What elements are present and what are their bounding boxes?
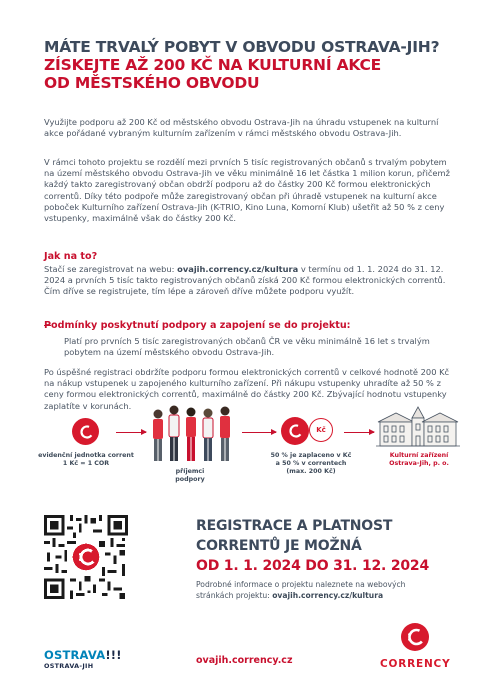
registration-info: [196, 580, 436, 601]
corrency-payment-icon: [281, 417, 309, 445]
people-group-icon: [148, 402, 236, 468]
footer-url-link[interactable]: ovajih.corrency.cz: [196, 655, 293, 666]
header-line-2-text: ZÍSKEJTE AŽ 200 KČ NA KULTURNÍ AKCE: [44, 56, 382, 74]
conditions-heading: [44, 320, 351, 332]
payment-caption-line-3: (max. 200 Kč): [286, 468, 336, 475]
qr-code-icon[interactable]: [44, 515, 128, 599]
intro-paragraph-2: V rámci tohoto projektu se rozdělí mezi prvních 5 tisíc registrovaných občanů s trvalým pobytem na území městského obvodu Ostrava-Jih ve věku minimálně 16 let částka 1 milion korun, přičemž každý takto zaregistrovaný občan obdrží podporu až do částky 200 Kč formou elektronických correntů. Díky této podpoře může zaregistrovaný občan při úhradě vstupenek na kulturní akce poboček Kulturního zařízení Ostrava-Jih (K-TRIO, Kino Luna, Komorní Klub) ušetřit až 50 % z ceny vstupenky, maximálně však do částky 200 Kč.: [44, 157, 450, 224]
payment-caption: [266, 452, 356, 476]
payment-caption-line-1: 50 % je zaplaceno v Kč: [270, 452, 352, 459]
corrency-coin-icon: [72, 418, 99, 445]
recipients-caption-line-1: příjemci: [175, 468, 205, 475]
corrency-mark-icon: [78, 424, 94, 440]
arrow-1: [116, 432, 146, 433]
venue-caption: [378, 452, 460, 468]
header-line-2: [44, 56, 464, 92]
registration-title-1: REGISTRACE A PLATNOST: [196, 518, 393, 534]
how-heading: Jak na to?: [44, 251, 98, 262]
how-url-link[interactable]: ovajih.corrency.cz/kultura: [177, 264, 299, 274]
arrow-2: [242, 432, 276, 433]
kc-coin-icon: Kč: [309, 418, 333, 442]
arrow-3: [344, 432, 374, 433]
recipients-caption-line-2: podpory: [175, 476, 205, 483]
after-paragraph: Po úspěšné registraci obdržíte podporu formou elektronických correntů v celkové hodnotě 200 Kč na nákup vstupenek u zapojeného kulturního zařízení. Při nákupu vstupenky uhradíte až 50 % z ceny formou elektronických correntů, maximálně do částky 200 Kč. Zbývající hodnotu vstupenky zaplatíte v korunách.: [44, 367, 450, 411]
registration-title-2: CORRENTŮ JE MOŽNÁ: [196, 538, 362, 554]
unit-caption: [30, 452, 142, 468]
ostrava-logo-word: OSTRAVA: [44, 648, 106, 662]
unit-caption-line-2: 1 Kč = 1 COR: [62, 460, 110, 467]
how-text-before: Stačí se zaregistrovat na webu:: [44, 264, 178, 274]
corrency-logo-icon: [400, 622, 430, 652]
payment-caption-line-2: a 50 % v correntech: [275, 460, 347, 467]
conditions-heading-rest: odmínky poskytnutí podpory a zapojení se do projektu:: [51, 320, 351, 331]
venue-caption-line-2: Ostrava-Jih, p. o.: [389, 460, 449, 467]
conditions-item: Platí pro prvních 5 tisíc zaregistrovaných občanů ČR ve věku minimálně 16 let s trvalým pobytem na území městského obvodu Ostrava-Jih.: [64, 336, 430, 358]
registration-dates: OD 1. 1. 2024 DO 31. 12. 2024: [196, 558, 430, 574]
intro-paragraph-1: Využijte podporu až 200 Kč od městského obvodu Ostrava-Jih na úhradu vstupenek na kulturní akce pořádané vybraným kulturním zařízením v rámci městského obvodu Ostrava-Jih.: [44, 117, 439, 139]
corrency-logo: [384, 622, 446, 656]
venue-caption-line-1: Kulturní zařízení: [389, 452, 449, 459]
unit-caption-line-1: evidenční jednotka corrent: [38, 452, 134, 459]
ostrava-logo-sub: OSTRAVA-JIH: [44, 662, 94, 670]
ostrava-logo-main: [44, 649, 122, 661]
corrency-logo-text: CORRENCY: [380, 658, 451, 670]
how-paragraph: [44, 264, 452, 298]
process-infographic: [30, 402, 470, 507]
recipients-caption: [160, 468, 220, 484]
conditions-heading-first: P: [44, 320, 52, 331]
building-icon: [376, 404, 460, 448]
header-line-1: MÁTE TRVALÝ POBYT V OBVODU OSTRAVA-JIH?: [44, 38, 440, 56]
registration-info-url-link[interactable]: ovajih.corrency.cz/kultura: [272, 590, 384, 600]
ostrava-logo-bang: !!!: [105, 648, 122, 662]
how-text-after: v termínu od 1. 1. 2024 do 31. 12. 2024 a prvních 5 tisíc takto registrovaných občanů získá 200 Kč formou elektronických correntů. Čím dříve se registrujete, tím lépe a zároveň dříve můžete podporu využít.: [44, 264, 446, 297]
ostrava-logo: [44, 649, 122, 670]
corrency-mark-icon: [287, 423, 303, 439]
header-line-3-text: OD MĚSTSKÉHO OBVODU: [44, 74, 260, 92]
registration-info-text: Podrobné informace o projektu naleznete na webových stránkách projektu:: [196, 580, 406, 600]
